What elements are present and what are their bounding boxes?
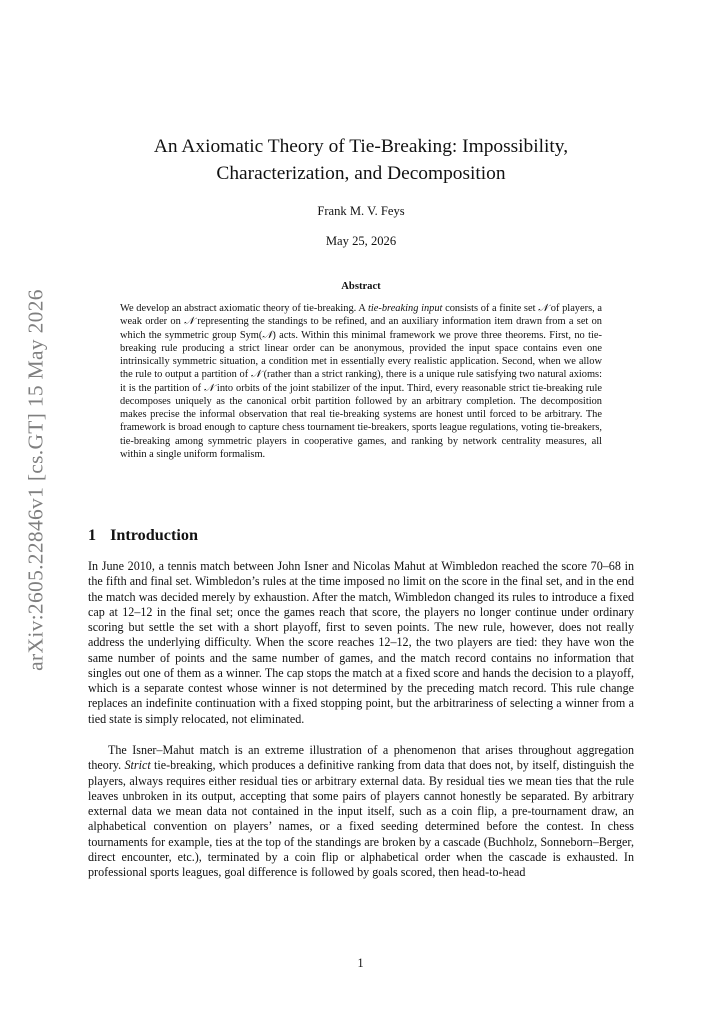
paragraph-segment: The Isner–Mahut match is an extreme illustration of a phenomenon that arises throughout aggregation theory. <box>88 743 634 773</box>
math-symbol-players: 𝒩 <box>262 329 273 341</box>
page-number: 1 <box>357 956 364 970</box>
paragraph-segment: tie-breaking, which produces a definitive ranking from data that does not, by itself, distinguish the players, always requires either residual ties or arbitrary external data. By residual ties we mean ties that the rule leaves unbroken in its output, accepting that some pairs of players cannot honestly be separated. By arbitrary external data we mean data not contained in the input itself, such as a coin flip, a pre-tournament draw, an alphabetical convention on players’ names, or a fixed seeding determined before the contest. In chess tournaments for example, ties at the top of the standings are broken by a cascade (Buchholz, Sonneborn–Berger, direct encounter, etc.), terminated by a coin flip or alphabetical order when the cascade is exhausted. In professional sports leagues, goal difference is followed by goals scored, then head-to-head <box>88 758 634 879</box>
arxiv-identifier-stamp: arXiv:2605.22846v1 [cs.GT] 15 May 2026 <box>23 289 48 671</box>
abstract-segment: consists of a finite set <box>442 303 539 314</box>
paper-title <box>88 133 634 187</box>
body-paragraph-2 <box>88 743 634 880</box>
publication-date: May 25, 2026 <box>325 234 397 248</box>
math-symbol-players: 𝒩 <box>538 303 549 314</box>
title-line-1: An Axiomatic Theory of Tie-Breaking: Impossibility, <box>153 136 569 157</box>
abstract-emphasis: tie-breaking input <box>368 303 443 314</box>
abstract-segment: ) acts. Within this minimal framework we prove three theorems. First, no tie-breaking rule producing a strict linear order can be anonymous, provided the input space contains even one intrinsically symmetric situation, a condition met in essentially every realistic application. Second, when we allow the rule to output a partition of <box>120 329 602 381</box>
abstract-segment: of players, a weak order on <box>120 303 603 328</box>
abstract-text <box>120 302 602 461</box>
section-heading-introduction <box>88 526 198 545</box>
section-number: 1 <box>88 526 97 544</box>
abstract-segment: into orbits of the joint stabilizer of the input. Third, every reasonable strict tie-breaking rule decomposes uniquely as the canonical orbit partition followed by an arbitrary completion. The decomposition makes precise the informal observation that real tie-breaking systems are honest until forced to be arbitrary. The framework is broad enough to capture chess tournament tie-breakers, sports league regulations, voting tie-breakers, tie-breaking among symmetric players in cooperative games, and ranking by network centrality measures, all within a single uniform formalism. <box>120 382 602 460</box>
title-line-2: Characterization, and Decomposition <box>216 163 506 184</box>
abstract-segment: We develop an abstract axiomatic theory of tie-breaking. A <box>120 303 368 314</box>
math-symbol-players: 𝒩 <box>184 316 195 328</box>
abstract-segment: representing the standings to be refined, and an auxiliary information item drawn from a set on which the symmetric group Sym( <box>120 316 602 341</box>
author-name: Frank M. V. Feys <box>317 204 405 218</box>
body-paragraph-1: In June 2010, a tennis match between John Isner and Nicolas Mahut at Wimbledon reached the score 70–68 in the fifth and final set. Wimbledon’s rules at the time imposed no limit on the score in the final set, and in the end the match was decided merely by exhaustion. After the match, Wimbledon changed its rules to introduce a fixed cap at 12–12 in the final set; once the games reach that score, the players no longer continue under ordinary scoring but settle the set with a short playoff, first to seven points. The new rule, however, does not really address the underlying difficulty. When the score reaches 12–12, the two players are tied: they have won the same number of points and the same number of games, and the match record contains no information that singles out one of them as a winner. The cap stops the match at a fixed score and hands the decision to a playoff, which is a separate contest whose winner is not determined by the preceding match record. This rule change replaces an indefinite continuation with a fixed stopping point, but the arbitrariness of selecting a winner from a tied state is simply relocated, not eliminated. <box>88 559 634 726</box>
paragraph-emphasis: Strict <box>124 758 151 773</box>
section-title: Introduction <box>110 526 198 544</box>
math-symbol-players: 𝒩 <box>250 369 261 381</box>
abstract-heading: Abstract <box>341 281 381 292</box>
abstract-segment: (rather than a strict ranking), there is a unique rule satisfying two natural axioms: it is the partition of <box>120 369 602 394</box>
math-symbol-players: 𝒩 <box>204 382 214 394</box>
